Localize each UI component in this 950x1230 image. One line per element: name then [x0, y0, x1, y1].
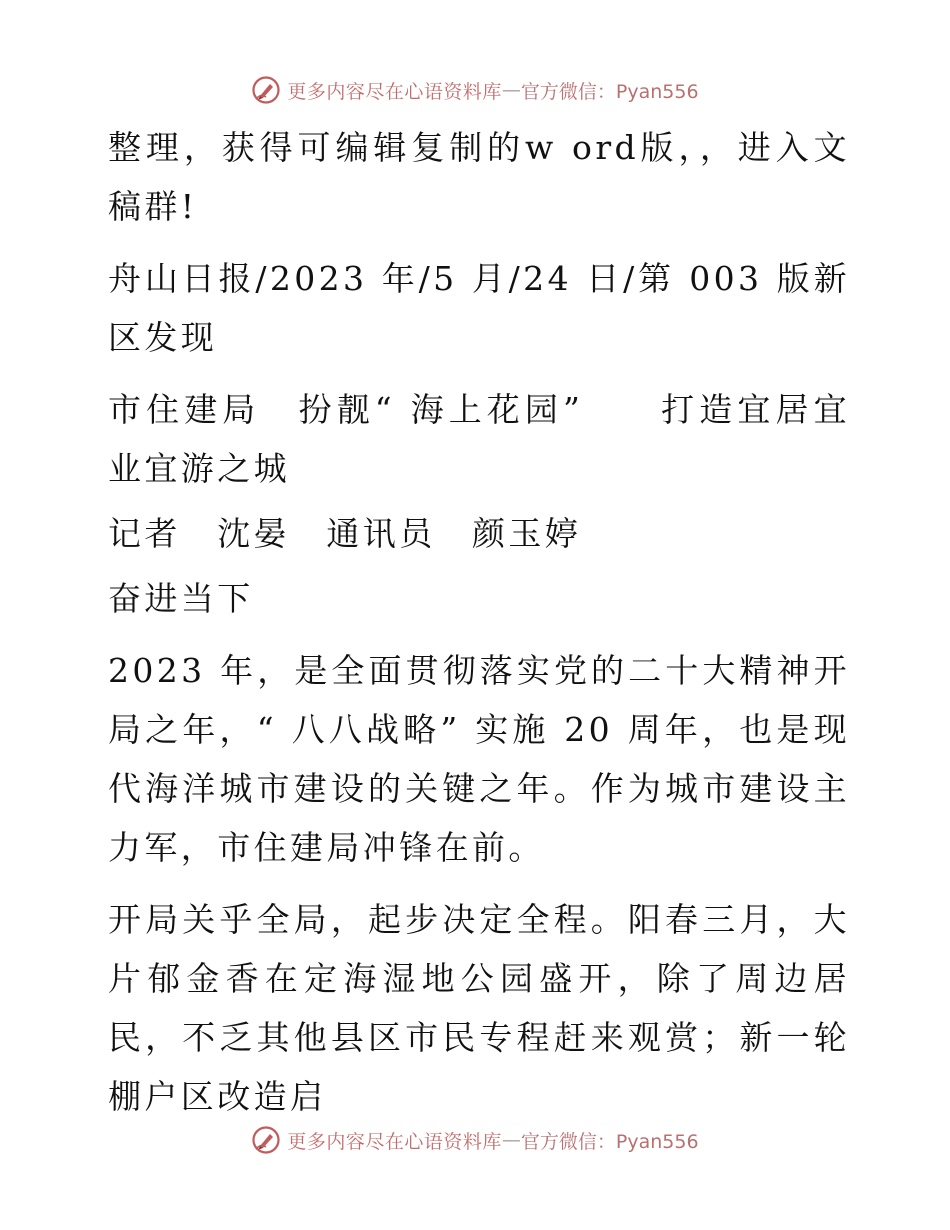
paragraph-source: 舟山日报/2023 年/5 月/24 日/第 003 版新区发现 [108, 259, 850, 357]
pen-logo-icon [251, 1125, 281, 1155]
banner-title: 更多内容尽在心语资料库 [287, 1130, 502, 1153]
banner-separator: — [501, 1129, 521, 1151]
section-heading: 奋进当下 [108, 579, 254, 618]
article-body [98, 118, 850, 1126]
paragraph-note: 整理，获得可编辑复制的w ord版，，进入文稿群! [108, 128, 850, 226]
footer-banner [0, 1120, 950, 1160]
article-byline: 记者 沈晏 通讯员 颜玉婷 [108, 514, 582, 553]
paragraph-body-1: 2023 年，是全面贯彻落实党的二十大精神开局之年，“ 八八战略” 实施 20 周年，也是现代海洋城市建设的关键之年。作为城市建设主力军，市住建局冲锋在前。 [108, 651, 850, 867]
header-banner [0, 70, 950, 110]
article-headline: 市住建局 扮靓“ 海上花园” 打造宜居宜业宜游之城 [108, 390, 850, 488]
pen-logo-icon [251, 75, 281, 105]
paragraph-body-2: 开局关乎全局，起步决定全程。阳春三月，大片郁金香在定海湿地公园盛开，除了周边居民，不乏其他县区市民专程赶来观赏；新一轮棚户区改造启 [108, 900, 850, 1116]
banner-wechat: 官方微信：Pyan556 [520, 80, 699, 103]
banner-wechat: 官方微信：Pyan556 [520, 1130, 699, 1153]
banner-separator: — [501, 79, 521, 101]
banner-title: 更多内容尽在心语资料库 [287, 80, 502, 103]
